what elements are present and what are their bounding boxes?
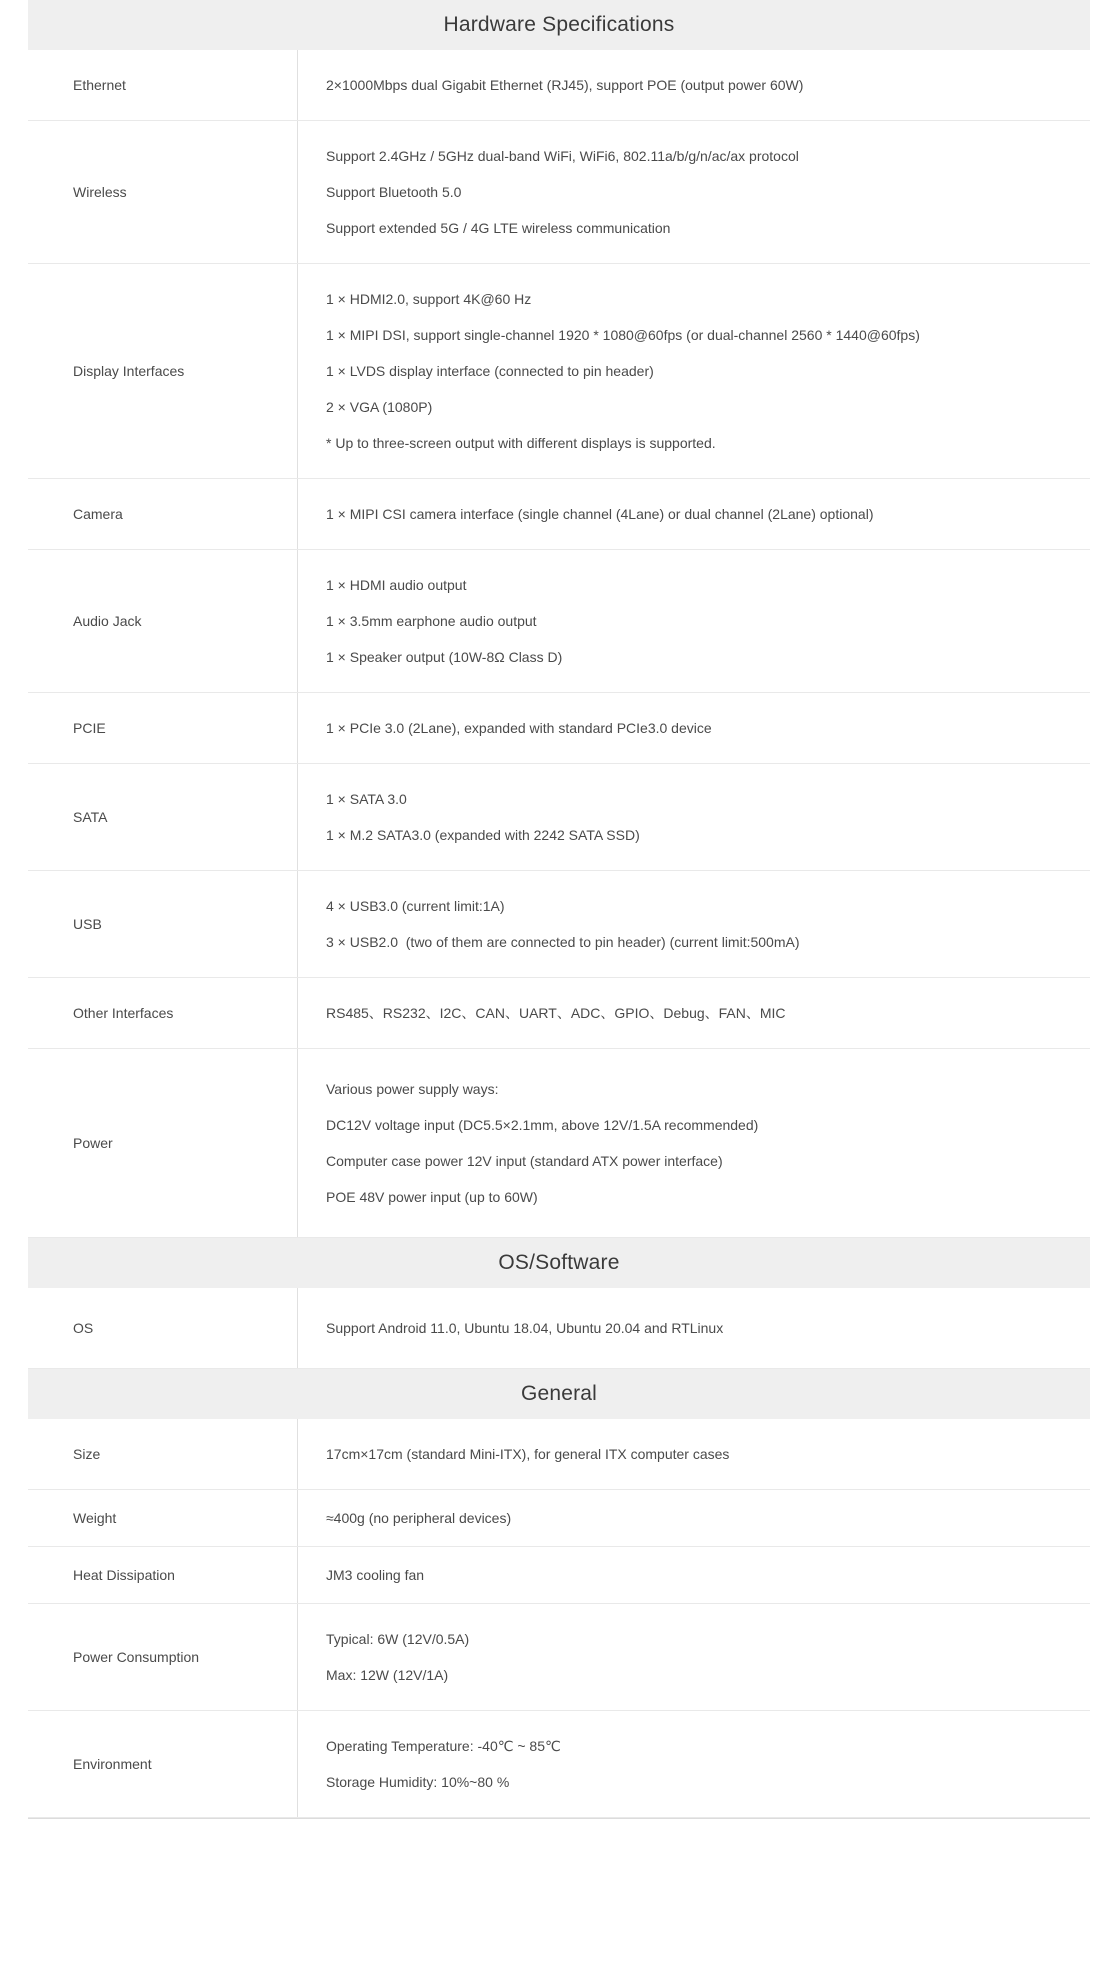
- row-label-cell: [28, 121, 298, 263]
- value-line: Various power supply ways:: [326, 1081, 499, 1097]
- value-line: POE 48V power input (up to 60W): [326, 1189, 538, 1205]
- row-label: Power Consumption: [73, 1649, 200, 1665]
- table-row-size: [28, 1419, 1090, 1490]
- row-value-cell: [298, 1490, 1090, 1546]
- row-value-cell: [298, 1604, 1090, 1710]
- value-line: Computer case power 12V input (standard ATX power interface): [326, 1153, 723, 1169]
- row-label-cell: [28, 1419, 298, 1489]
- value-line: RS485、RS232、I2C、CAN、UART、ADC、GPIO、Debug、FAN、MIC: [326, 1005, 786, 1021]
- table-row-display-interfaces: [28, 264, 1090, 479]
- row-label-cell: [28, 764, 298, 870]
- row-label: Environment: [73, 1756, 152, 1772]
- table-row-pcie: [28, 693, 1090, 764]
- row-label-cell: [28, 1547, 298, 1603]
- row-label-cell: [28, 871, 298, 977]
- row-label: Camera: [73, 506, 123, 522]
- table-row-power-consumption: [28, 1604, 1090, 1711]
- table-row-camera: [28, 479, 1090, 550]
- value-line: Support Bluetooth 5.0: [326, 184, 462, 200]
- row-label-cell: [28, 1490, 298, 1546]
- row-label: Ethernet: [73, 77, 126, 93]
- row-label: Weight: [73, 1510, 117, 1526]
- value-line: 2×1000Mbps dual Gigabit Ethernet (RJ45), support POE (output power 60W): [326, 77, 804, 93]
- row-value-cell: [298, 550, 1090, 692]
- value-line: 1 × 3.5mm earphone audio output: [326, 613, 537, 629]
- row-value-cell: [298, 1419, 1090, 1489]
- row-value-cell: [298, 693, 1090, 763]
- value-line: 1 × LVDS display interface (connected to pin header): [326, 363, 654, 379]
- value-line: Storage Humidity: 10%~80 %: [326, 1774, 510, 1790]
- row-label-cell: [28, 1604, 298, 1710]
- row-label: Audio Jack: [73, 613, 142, 629]
- row-label: Display Interfaces: [73, 363, 185, 379]
- section-header-os-software: [28, 1238, 1090, 1288]
- row-value-cell: [298, 978, 1090, 1048]
- row-label: PCIE: [73, 720, 106, 736]
- section-title: OS/Software: [498, 1251, 620, 1274]
- row-label: USB: [73, 916, 102, 932]
- section-title: Hardware Specifications: [443, 13, 675, 36]
- table-row-audio-jack: [28, 550, 1090, 693]
- section-title: General: [520, 1382, 598, 1405]
- value-line: 1 × M.2 SATA3.0 (expanded with 2242 SATA SSD): [326, 827, 640, 843]
- value-line: ≈400g (no peripheral devices): [326, 1510, 512, 1526]
- row-value-cell: [298, 50, 1090, 120]
- row-label-cell: [28, 50, 298, 120]
- value-line: Max: 12W (12V/1A): [326, 1667, 449, 1683]
- row-label-cell: [28, 1288, 298, 1368]
- row-label-cell: [28, 1711, 298, 1817]
- row-label: SATA: [73, 809, 108, 825]
- table-row-ethernet: [28, 50, 1090, 121]
- value-line: 1 × MIPI DSI, support single-channel 1920 * 1080@60fps (or dual-channel 2560 * 1440@60fps): [326, 327, 920, 343]
- value-line: 1 × HDMI2.0, support 4K@60 Hz: [326, 291, 532, 307]
- value-line: 2 × VGA (1080P): [326, 399, 433, 415]
- row-label-cell: [28, 550, 298, 692]
- value-line: 1 × PCIe 3.0 (2Lane), expanded with standard PCIe3.0 device: [326, 720, 712, 736]
- row-value-cell: [298, 1711, 1090, 1817]
- row-label: Other Interfaces: [73, 1005, 174, 1021]
- value-line: 1 × SATA 3.0: [326, 791, 407, 807]
- value-line: Support extended 5G / 4G LTE wireless communication: [326, 220, 671, 236]
- value-line: Operating Temperature: -40℃ ~ 85℃: [326, 1738, 561, 1754]
- row-label: Size: [73, 1446, 101, 1462]
- row-label: Power: [73, 1135, 113, 1151]
- row-value-cell: [298, 1049, 1090, 1237]
- value-line: * Up to three-screen output with different displays is supported.: [326, 435, 716, 451]
- value-line: 4 × USB3.0 (current limit:1A): [326, 898, 505, 914]
- table-row-power: [28, 1049, 1090, 1238]
- hardware-spec-table: [28, 0, 1090, 1819]
- row-label-cell: [28, 978, 298, 1048]
- row-value-cell: [298, 1288, 1090, 1368]
- table-row-weight: [28, 1490, 1090, 1547]
- table-row-heat-dissipation: [28, 1547, 1090, 1604]
- row-label-cell: [28, 264, 298, 478]
- table-row-os: [28, 1288, 1090, 1369]
- row-label: Heat Dissipation: [73, 1567, 175, 1583]
- value-line: 1 × MIPI CSI camera interface (single channel (4Lane) or dual channel (2Lane) optional): [326, 506, 874, 522]
- row-value-cell: [298, 264, 1090, 478]
- row-value-cell: [298, 1547, 1090, 1603]
- value-line: 17cm×17cm (standard Mini-ITX), for general ITX computer cases: [326, 1446, 730, 1462]
- value-line: Typical: 6W (12V/0.5A): [326, 1631, 470, 1647]
- table-row-sata: [28, 764, 1090, 871]
- row-value-cell: [298, 121, 1090, 263]
- table-row-other-interfaces: [28, 978, 1090, 1049]
- row-value-cell: [298, 479, 1090, 549]
- value-line: Support Android 11.0, Ubuntu 18.04, Ubuntu 20.04 and RTLinux: [326, 1320, 724, 1336]
- value-line: DC12V voltage input (DC5.5×2.1mm, above 12V/1.5A recommended): [326, 1117, 759, 1133]
- section-header-hardware-specifications: [28, 0, 1090, 50]
- row-label-cell: [28, 479, 298, 549]
- value-line: 1 × Speaker output (10W-8Ω Class D): [326, 649, 563, 665]
- value-line: 3 × USB2.0 (two of them are connected to pin header) (current limit:500mA): [326, 934, 800, 950]
- row-label: OS: [73, 1320, 94, 1336]
- value-line: Support 2.4GHz / 5GHz dual-band WiFi, WiFi6, 802.11a/b/g/n/ac/ax protocol: [326, 148, 799, 164]
- section-header-general: [28, 1369, 1090, 1419]
- value-line: 1 × HDMI audio output: [326, 577, 467, 593]
- row-value-cell: [298, 871, 1090, 977]
- row-label: Wireless: [73, 184, 127, 200]
- row-label-cell: [28, 1049, 298, 1237]
- row-label-cell: [28, 693, 298, 763]
- table-row-wireless: [28, 121, 1090, 264]
- value-line: JM3 cooling fan: [326, 1567, 425, 1583]
- table-row-environment: [28, 1711, 1090, 1818]
- row-value-cell: [298, 764, 1090, 870]
- table-row-usb: [28, 871, 1090, 978]
